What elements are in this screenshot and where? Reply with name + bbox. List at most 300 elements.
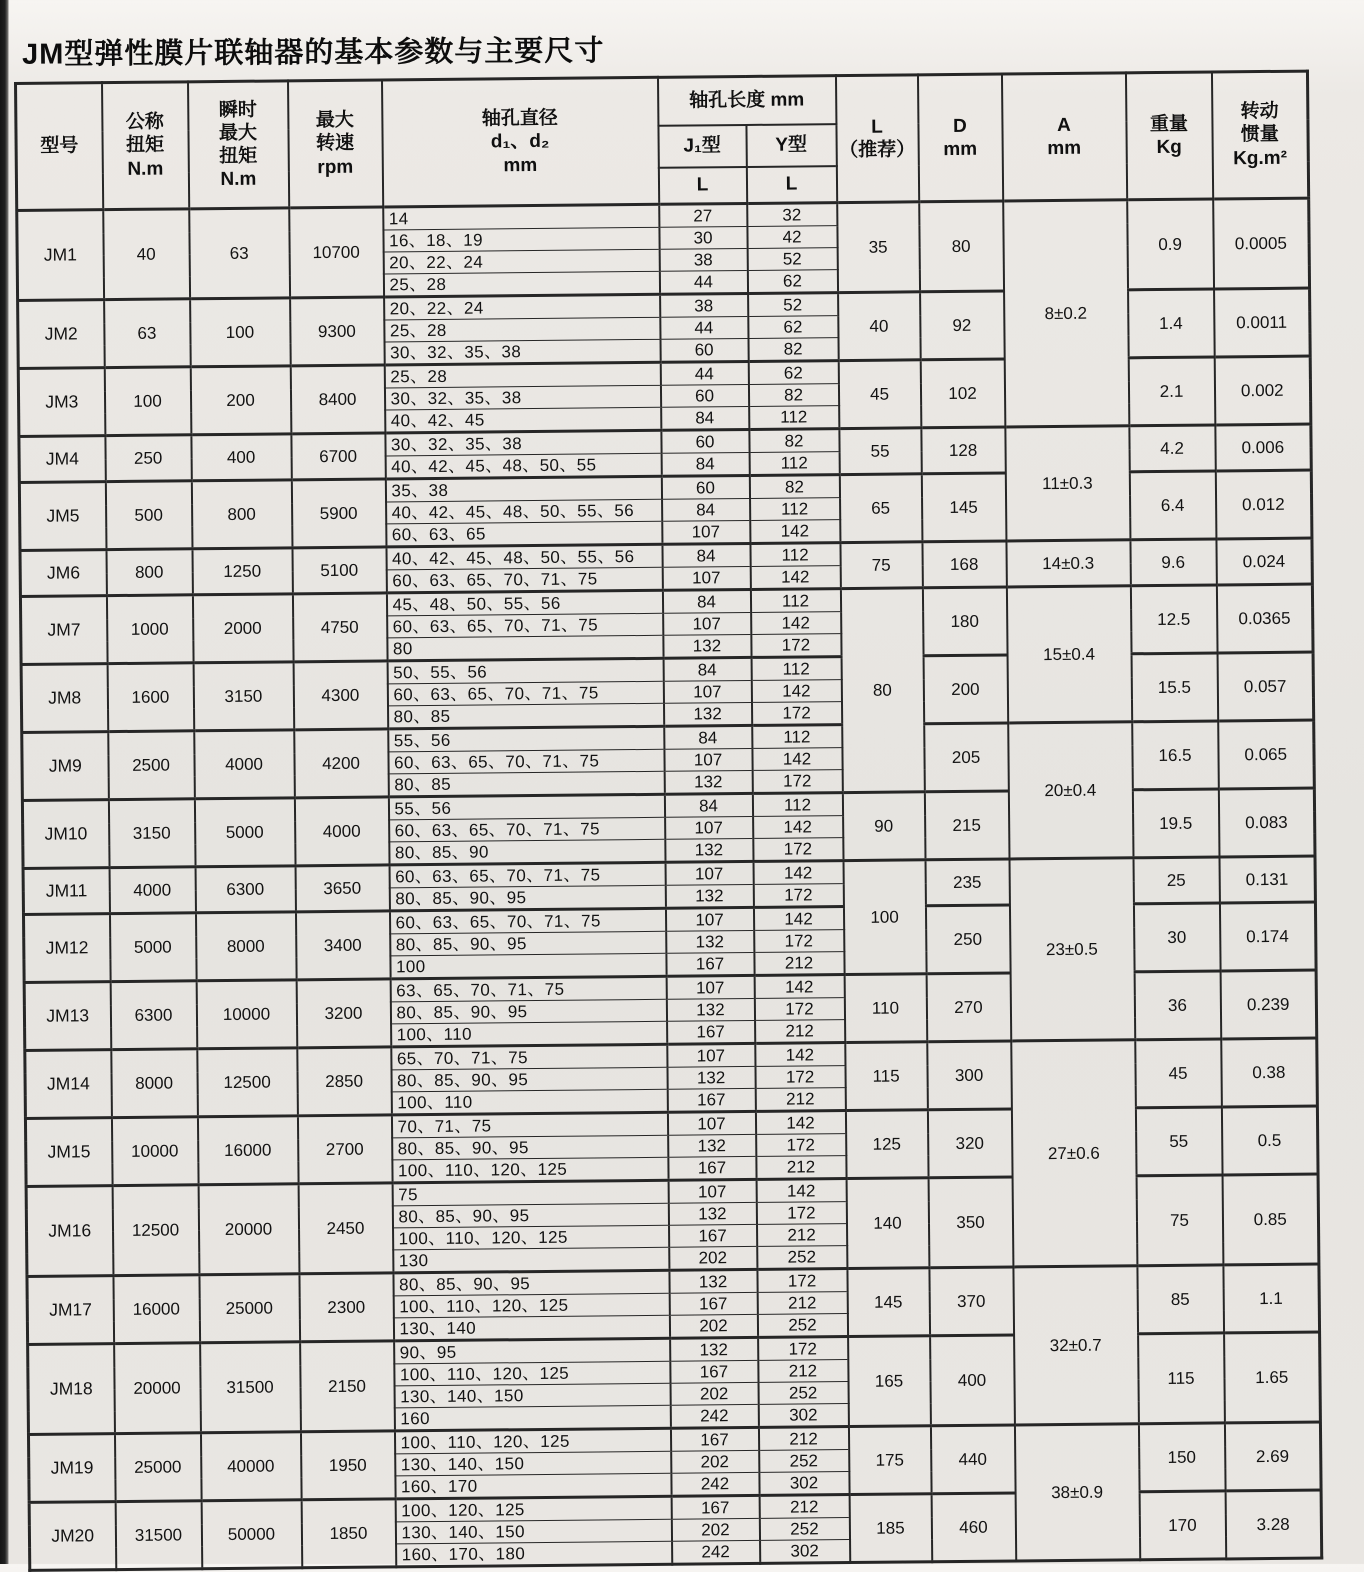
cell-d-JM13: 270 bbox=[926, 973, 1011, 1042]
header-max-torque: 瞬时 最大 扭矩 N.m bbox=[188, 81, 289, 209]
cell-j1-JM4-2: 84 bbox=[661, 452, 749, 476]
cell-max-torque-JM20: 50000 bbox=[201, 1500, 302, 1569]
header-inertia: 转动 惯量 Kg.m² bbox=[1211, 71, 1308, 199]
cell-inertia-JM8: 0.057 bbox=[1217, 652, 1314, 721]
cell-max-torque-JM16: 20000 bbox=[198, 1184, 299, 1275]
cell-j1-JM15-3: 167 bbox=[668, 1156, 756, 1180]
cell-model-JM17: JM17 bbox=[27, 1276, 114, 1345]
cell-max-torque-JM6: 1250 bbox=[192, 548, 292, 595]
cell-speed-JM6: 5100 bbox=[292, 547, 386, 594]
cell-y-JM17-1: 172 bbox=[757, 1269, 847, 1293]
cell-bore-dia-JM8-2: 60、63、65、70、71、75 bbox=[387, 681, 663, 706]
cell-a-JM7: 15±0.4 bbox=[1006, 586, 1131, 723]
cell-torque-JM2: 63 bbox=[104, 299, 191, 368]
cell-j1-JM3-2: 60 bbox=[660, 384, 748, 407]
cell-j1-JM20-3: 242 bbox=[672, 1540, 760, 1564]
cell-speed-JM17: 2300 bbox=[299, 1273, 394, 1342]
cell-a-JM1: 8±0.2 bbox=[1003, 200, 1129, 427]
cell-bore-dia-JM13-2: 80、85、90、95 bbox=[390, 999, 666, 1024]
cell-y-JM20-3: 302 bbox=[760, 1540, 850, 1564]
cell-bore-dia-JM12-1: 60、63、65、70、71、75 bbox=[389, 908, 665, 934]
cell-torque-JM17: 16000 bbox=[113, 1275, 200, 1344]
cell-bore-dia-JM15-1: 70、71、75 bbox=[391, 1112, 667, 1138]
cell-torque-JM5: 500 bbox=[105, 481, 192, 550]
cell-speed-JM18: 2150 bbox=[300, 1341, 395, 1432]
cell-y-JM8-1: 112 bbox=[751, 657, 841, 681]
cell-a-JM4: 11±0.3 bbox=[1005, 426, 1130, 541]
cell-torque-JM14: 8000 bbox=[111, 1049, 198, 1118]
cell-d-JM11: 235 bbox=[925, 859, 1009, 906]
cell-torque-JM19: 25000 bbox=[114, 1433, 201, 1502]
cell-y-JM17-2: 212 bbox=[757, 1292, 847, 1315]
cell-bore-dia-JM6-2: 60、63、65、70、71、75 bbox=[386, 567, 662, 593]
cell-j1-JM1-2: 30 bbox=[659, 226, 747, 249]
cell-model-JM4: JM4 bbox=[19, 436, 105, 483]
cell-weight-JM20: 170 bbox=[1139, 1491, 1226, 1560]
cell-y-JM5-1: 82 bbox=[749, 475, 839, 499]
cell-weight-JM10: 19.5 bbox=[1132, 789, 1219, 858]
cell-j1-JM9-3: 132 bbox=[664, 770, 752, 794]
cell-j1-JM18-4: 242 bbox=[670, 1404, 758, 1428]
cell-j1-JM19-2: 202 bbox=[671, 1450, 759, 1473]
cell-j1-JM2-2: 44 bbox=[660, 316, 748, 339]
cell-inertia-JM6: 0.024 bbox=[1216, 538, 1312, 585]
cell-bore-dia-JM2-3: 30、32、35、38 bbox=[384, 339, 660, 365]
cell-j1-JM17-3: 202 bbox=[669, 1314, 757, 1338]
cell-inertia-JM15: 0.5 bbox=[1221, 1106, 1318, 1175]
cell-max-torque-JM7: 2000 bbox=[192, 594, 293, 663]
cell-weight-JM3: 2.1 bbox=[1128, 357, 1215, 426]
cell-y-JM6-1: 112 bbox=[750, 543, 840, 567]
cell-bore-dia-JM5-3: 60、63、65 bbox=[386, 521, 662, 547]
cell-model-JM10: JM10 bbox=[22, 800, 109, 869]
cell-j1-JM12-1: 107 bbox=[665, 907, 753, 931]
cell-y-JM11-1: 142 bbox=[753, 861, 843, 885]
cell-torque-JM6: 800 bbox=[106, 549, 192, 596]
cell-j1-JM18-1: 132 bbox=[670, 1337, 758, 1361]
cell-y-JM14-2: 172 bbox=[755, 1066, 845, 1089]
cell-y-JM7-3: 172 bbox=[751, 634, 841, 658]
cell-j1-JM10-1: 84 bbox=[664, 793, 752, 817]
cell-j1-JM14-1: 107 bbox=[667, 1043, 755, 1067]
cell-l-recommended-JM2: 40 bbox=[838, 292, 921, 361]
cell-y-JM15-2: 172 bbox=[756, 1134, 846, 1157]
cell-l-recommended-JM14: 115 bbox=[845, 1042, 928, 1111]
cell-bore-dia-JM14-1: 65、70、71、75 bbox=[391, 1044, 667, 1070]
cell-inertia-JM10: 0.083 bbox=[1218, 788, 1315, 857]
header-model: 型号 bbox=[16, 83, 103, 211]
cell-bore-dia-JM9-1: 55、56 bbox=[388, 726, 664, 752]
cell-bore-dia-JM20-3: 160、170、180 bbox=[396, 1541, 672, 1567]
cell-y-JM2-1: 52 bbox=[748, 293, 838, 317]
cell-j1-JM11-2: 132 bbox=[665, 884, 753, 908]
cell-j1-JM10-3: 132 bbox=[665, 838, 753, 862]
cell-j1-JM13-3: 167 bbox=[667, 1020, 755, 1044]
cell-j1-JM12-3: 167 bbox=[666, 952, 754, 976]
cell-speed-JM2: 9300 bbox=[290, 297, 385, 366]
cell-torque-JM3: 100 bbox=[104, 367, 191, 436]
cell-bore-dia-JM13-3: 100、110 bbox=[391, 1021, 667, 1047]
cell-j1-JM14-2: 132 bbox=[667, 1066, 755, 1089]
cell-weight-JM12: 30 bbox=[1133, 903, 1220, 972]
cell-bore-dia-JM3-2: 30、32、35、38 bbox=[384, 385, 660, 410]
cell-j1-JM3-1: 44 bbox=[660, 361, 748, 385]
cell-bore-dia-JM14-3: 100、110 bbox=[391, 1089, 667, 1115]
cell-d-JM4: 128 bbox=[921, 427, 1005, 474]
cell-y-JM10-1: 112 bbox=[752, 793, 842, 817]
cell-j1-JM16-4: 202 bbox=[669, 1246, 757, 1270]
cell-speed-JM8: 4300 bbox=[293, 661, 388, 730]
cell-a-JM14: 27±0.6 bbox=[1011, 1040, 1137, 1267]
cell-a-JM17: 32±0.7 bbox=[1013, 1266, 1139, 1425]
cell-l-recommended-JM17: 145 bbox=[847, 1268, 930, 1337]
header-j1-L: L bbox=[658, 167, 746, 204]
cell-weight-JM14: 45 bbox=[1135, 1039, 1222, 1108]
cell-bore-dia-JM12-2: 80、85、90、95 bbox=[390, 931, 666, 956]
cell-weight-JM19: 150 bbox=[1138, 1423, 1225, 1492]
cell-max-torque-JM17: 25000 bbox=[199, 1274, 300, 1343]
cell-d-JM9: 205 bbox=[924, 723, 1009, 792]
cell-j1-JM6-1: 84 bbox=[662, 543, 750, 567]
cell-d-JM17: 370 bbox=[929, 1267, 1014, 1336]
cell-bore-dia-JM1-1: 14 bbox=[383, 204, 659, 230]
cell-model-JM19: JM19 bbox=[28, 1434, 115, 1503]
header-bore-length: 轴孔长度 mm bbox=[657, 76, 835, 126]
cell-torque-JM8: 1600 bbox=[107, 663, 194, 732]
cell-y-JM20-1: 212 bbox=[759, 1495, 849, 1519]
cell-max-torque-JM11: 6300 bbox=[195, 866, 295, 913]
cell-d-JM14: 300 bbox=[927, 1041, 1012, 1110]
cell-bore-dia-JM9-2: 60、63、65、70、71、75 bbox=[388, 749, 664, 774]
cell-d-JM7: 180 bbox=[922, 587, 1007, 656]
cell-bore-dia-JM16-1: 75 bbox=[392, 1180, 668, 1206]
cell-y-JM14-1: 142 bbox=[755, 1043, 845, 1067]
header-max-speed: 最大 转速 rpm bbox=[288, 80, 383, 208]
cell-bore-dia-JM9-3: 80、85 bbox=[388, 771, 664, 797]
cell-weight-JM7: 12.5 bbox=[1130, 585, 1217, 654]
cell-y-JM3-3: 112 bbox=[749, 406, 839, 430]
cell-y-JM13-3: 212 bbox=[755, 1020, 845, 1044]
cell-y-JM18-3: 252 bbox=[758, 1382, 848, 1405]
cell-j1-JM3-3: 84 bbox=[661, 406, 749, 430]
cell-bore-dia-JM1-4: 25、28 bbox=[383, 271, 659, 297]
header-j1-type: J₁型 bbox=[658, 125, 746, 168]
cell-y-JM1-4: 62 bbox=[747, 270, 837, 294]
cell-l-recommended-JM16: 140 bbox=[846, 1178, 929, 1269]
header-bore-diameter: 轴孔直径 d₁、d₂ mm bbox=[381, 77, 658, 207]
cell-inertia-JM1: 0.0005 bbox=[1213, 198, 1310, 289]
cell-y-JM19-3: 302 bbox=[759, 1472, 849, 1496]
cell-max-torque-JM8: 3150 bbox=[193, 662, 294, 731]
cell-inertia-JM2: 0.0011 bbox=[1214, 288, 1311, 357]
cell-j1-JM5-1: 60 bbox=[661, 475, 749, 499]
cell-l-recommended-JM5: 65 bbox=[839, 474, 922, 543]
cell-a-JM9: 20±0.4 bbox=[1008, 722, 1133, 859]
cell-weight-JM17: 85 bbox=[1137, 1265, 1224, 1334]
cell-max-torque-JM5: 800 bbox=[191, 480, 292, 549]
cell-j1-JM11-1: 107 bbox=[665, 861, 753, 885]
cell-bore-dia-JM10-1: 55、56 bbox=[388, 794, 664, 820]
cell-speed-JM7: 4750 bbox=[292, 593, 387, 662]
cell-y-JM12-1: 142 bbox=[753, 907, 843, 931]
cell-inertia-JM7: 0.0365 bbox=[1216, 584, 1313, 653]
cell-bore-dia-JM7-1: 45、48、50、55、56 bbox=[386, 590, 662, 616]
cell-y-JM19-1: 212 bbox=[758, 1427, 848, 1451]
cell-model-JM14: JM14 bbox=[25, 1050, 112, 1119]
cell-model-JM9: JM9 bbox=[22, 732, 109, 801]
cell-y-JM4-2: 112 bbox=[749, 452, 839, 476]
cell-bore-dia-JM15-3: 100、110、120、125 bbox=[392, 1157, 668, 1183]
cell-y-JM8-3: 172 bbox=[751, 702, 841, 726]
cell-y-JM20-2: 252 bbox=[759, 1518, 849, 1541]
cell-d-JM18: 400 bbox=[930, 1335, 1015, 1426]
cell-a-JM11: 23±0.5 bbox=[1009, 858, 1135, 1041]
cell-bore-dia-JM16-4: 130 bbox=[393, 1247, 669, 1273]
cell-l-recommended-JM7: 80 bbox=[840, 588, 924, 793]
cell-a-JM6: 14±0.3 bbox=[1006, 540, 1130, 587]
cell-y-JM6-2: 142 bbox=[750, 566, 840, 590]
table-header bbox=[16, 71, 1309, 210]
cell-torque-JM15: 10000 bbox=[111, 1117, 198, 1186]
cell-max-torque-JM9: 4000 bbox=[194, 730, 295, 799]
cell-max-torque-JM3: 200 bbox=[190, 366, 291, 435]
cell-y-JM2-3: 82 bbox=[748, 338, 838, 362]
cell-d-JM12: 250 bbox=[925, 905, 1010, 974]
cell-bore-dia-JM2-1: 20、22、24 bbox=[384, 294, 660, 320]
cell-y-JM15-1: 142 bbox=[755, 1111, 845, 1135]
cell-j1-JM2-1: 38 bbox=[660, 293, 748, 317]
cell-model-JM13: JM13 bbox=[24, 982, 111, 1051]
cell-j1-JM19-3: 242 bbox=[671, 1472, 759, 1496]
cell-max-torque-JM13: 10000 bbox=[196, 980, 297, 1049]
cell-model-JM20: JM20 bbox=[29, 1502, 116, 1571]
cell-j1-JM8-3: 132 bbox=[663, 702, 751, 726]
cell-inertia-JM5: 0.012 bbox=[1215, 470, 1312, 539]
cell-inertia-JM13: 0.239 bbox=[1220, 970, 1317, 1039]
cell-y-JM5-2: 112 bbox=[750, 498, 840, 521]
cell-bore-dia-JM4-2: 40、42、45、48、50、55 bbox=[385, 453, 661, 479]
cell-max-torque-JM12: 8000 bbox=[195, 912, 296, 981]
cell-bore-dia-JM18-4: 160 bbox=[394, 1405, 670, 1431]
cell-y-JM3-1: 62 bbox=[748, 361, 838, 385]
cell-y-JM10-2: 142 bbox=[753, 816, 843, 839]
cell-bore-dia-JM1-3: 20、22、24 bbox=[383, 249, 659, 274]
cell-speed-JM4: 6700 bbox=[291, 433, 385, 480]
cell-y-JM13-2: 172 bbox=[754, 998, 844, 1021]
cell-bore-dia-JM19-2: 130、140、150 bbox=[395, 1451, 671, 1476]
cell-bore-dia-JM1-2: 16、18、19 bbox=[383, 227, 659, 252]
cell-bore-dia-JM7-3: 80 bbox=[387, 635, 663, 661]
cell-y-JM3-2: 82 bbox=[748, 384, 838, 407]
cell-j1-JM20-2: 202 bbox=[671, 1518, 759, 1541]
cell-y-JM1-3: 52 bbox=[747, 248, 837, 271]
cell-j1-JM6-2: 107 bbox=[662, 566, 750, 590]
cell-d-JM5: 145 bbox=[921, 473, 1006, 542]
cell-l-recommended-JM1: 35 bbox=[837, 202, 920, 293]
cell-speed-JM11: 3650 bbox=[295, 865, 389, 912]
cell-bore-dia-JM3-1: 25、28 bbox=[384, 362, 660, 388]
cell-bore-dia-JM11-1: 60、63、65、70、71、75 bbox=[389, 862, 665, 888]
cell-bore-dia-JM15-2: 80、85、90、95 bbox=[392, 1135, 668, 1160]
cell-bore-dia-JM17-1: 80、85、90、95 bbox=[393, 1270, 669, 1296]
cell-model-JM5: JM5 bbox=[19, 482, 106, 551]
cell-weight-JM13: 36 bbox=[1134, 971, 1221, 1040]
cell-j1-JM20-1: 167 bbox=[671, 1495, 759, 1519]
cell-torque-JM20: 31500 bbox=[115, 1501, 202, 1570]
cell-y-JM10-3: 172 bbox=[753, 838, 843, 862]
cell-y-JM8-2: 142 bbox=[751, 680, 841, 703]
cell-inertia-JM16: 0.85 bbox=[1222, 1174, 1319, 1265]
cell-l-recommended-JM4: 55 bbox=[839, 428, 921, 475]
cell-bore-dia-JM18-2: 100、110、120、125 bbox=[394, 1361, 670, 1386]
cell-model-JM12: JM12 bbox=[23, 914, 110, 983]
cell-weight-JM4: 4.2 bbox=[1129, 425, 1215, 472]
cell-j1-JM1-1: 27 bbox=[659, 203, 747, 227]
header-a: A mm bbox=[1001, 73, 1126, 201]
cell-l-recommended-JM19: 175 bbox=[848, 1426, 931, 1495]
cell-d-JM8: 200 bbox=[923, 655, 1008, 724]
cell-j1-JM7-2: 107 bbox=[663, 612, 751, 635]
cell-j1-JM15-2: 132 bbox=[668, 1134, 756, 1157]
cell-model-JM8: JM8 bbox=[21, 664, 108, 733]
cell-y-JM13-1: 142 bbox=[754, 975, 844, 999]
cell-bore-dia-JM20-1: 100、120、125 bbox=[395, 1496, 671, 1522]
cell-torque-JM4: 250 bbox=[105, 435, 191, 482]
cell-l-recommended-JM13: 110 bbox=[844, 974, 927, 1043]
coupling-parameters-table bbox=[14, 70, 1323, 1572]
cell-j1-JM13-2: 132 bbox=[666, 998, 754, 1021]
cell-speed-JM14: 2850 bbox=[297, 1047, 392, 1116]
page-title: JM型弹性膜片联轴器的基本参数与主要尺寸 bbox=[21, 35, 605, 71]
cell-model-JM3: JM3 bbox=[18, 368, 105, 437]
cell-torque-JM12: 5000 bbox=[109, 913, 196, 982]
cell-y-JM11-2: 172 bbox=[753, 884, 843, 908]
cell-d-JM20: 460 bbox=[931, 1493, 1016, 1562]
cell-bore-dia-JM12-3: 100 bbox=[390, 953, 666, 979]
cell-speed-JM10: 4000 bbox=[294, 797, 389, 866]
cell-bore-dia-JM19-1: 100、110、120、125 bbox=[394, 1428, 670, 1454]
cell-j1-JM7-1: 84 bbox=[662, 589, 750, 613]
cell-model-JM18: JM18 bbox=[28, 1344, 115, 1435]
cell-y-JM7-1: 112 bbox=[750, 589, 840, 613]
cell-bore-dia-JM10-3: 80、85、90 bbox=[389, 839, 665, 865]
cell-bore-dia-JM16-2: 80、85、90、95 bbox=[392, 1203, 668, 1228]
cell-max-torque-JM4: 400 bbox=[191, 434, 291, 481]
cell-bore-dia-JM11-2: 80、85、90、95 bbox=[389, 885, 665, 911]
cell-torque-JM1: 40 bbox=[103, 209, 190, 300]
cell-torque-JM7: 1000 bbox=[106, 595, 193, 664]
cell-speed-JM3: 8400 bbox=[290, 365, 385, 434]
cell-y-JM16-3: 212 bbox=[757, 1224, 847, 1247]
cell-inertia-JM3: 0.002 bbox=[1214, 356, 1311, 425]
cell-inertia-JM11: 0.131 bbox=[1219, 856, 1315, 903]
cell-j1-JM18-2: 167 bbox=[670, 1360, 758, 1383]
cell-inertia-JM17: 1.1 bbox=[1223, 1264, 1320, 1333]
cell-inertia-JM19: 2.69 bbox=[1224, 1422, 1321, 1491]
cell-bore-dia-JM7-2: 60、63、65、70、71、75 bbox=[387, 613, 663, 638]
cell-weight-JM15: 55 bbox=[1135, 1107, 1222, 1176]
cell-d-JM2: 92 bbox=[920, 291, 1005, 360]
cell-torque-JM18: 20000 bbox=[114, 1343, 201, 1434]
cell-d-JM3: 102 bbox=[920, 359, 1005, 428]
cell-j1-JM19-1: 167 bbox=[670, 1427, 758, 1451]
header-row-1 bbox=[16, 71, 1308, 132]
cell-model-JM1: JM1 bbox=[17, 210, 104, 301]
cell-inertia-JM12: 0.174 bbox=[1219, 902, 1316, 971]
cell-inertia-JM4: 0.006 bbox=[1215, 424, 1311, 471]
cell-y-JM18-2: 212 bbox=[758, 1360, 848, 1383]
cell-y-JM16-1: 142 bbox=[756, 1179, 846, 1203]
table-body bbox=[17, 198, 1322, 1570]
cell-y-JM1-1: 32 bbox=[747, 203, 837, 227]
cell-bore-dia-JM17-2: 100、110、120、125 bbox=[393, 1293, 669, 1318]
cell-inertia-JM20: 3.28 bbox=[1225, 1490, 1322, 1559]
cell-weight-JM8: 15.5 bbox=[1131, 653, 1218, 722]
cell-bore-dia-JM14-2: 80、85、90、95 bbox=[391, 1067, 667, 1092]
header-l-recommended: L （推荐） bbox=[835, 75, 918, 203]
cell-bore-dia-JM17-3: 130、140 bbox=[393, 1315, 669, 1341]
cell-j1-JM18-3: 202 bbox=[670, 1382, 758, 1405]
cell-bore-dia-JM2-2: 25、28 bbox=[384, 317, 660, 342]
cell-d-JM15: 320 bbox=[927, 1109, 1012, 1178]
cell-l-recommended-JM6: 75 bbox=[840, 542, 922, 589]
cell-d-JM19: 440 bbox=[930, 1425, 1015, 1494]
cell-speed-JM9: 4200 bbox=[294, 729, 389, 798]
cell-j1-JM16-2: 132 bbox=[668, 1202, 756, 1225]
cell-speed-JM1: 10700 bbox=[289, 207, 384, 298]
header-y-type: Y型 bbox=[746, 124, 836, 167]
cell-d-JM16: 350 bbox=[928, 1177, 1013, 1268]
cell-j1-JM2-3: 60 bbox=[660, 338, 748, 362]
cell-model-JM2: JM2 bbox=[18, 300, 105, 369]
cell-y-JM9-1: 112 bbox=[752, 725, 842, 749]
cell-j1-JM1-3: 38 bbox=[659, 248, 747, 271]
cell-inertia-JM14: 0.38 bbox=[1221, 1038, 1318, 1107]
cell-max-torque-JM18: 31500 bbox=[200, 1342, 301, 1433]
cell-model-JM16: JM16 bbox=[26, 1186, 113, 1277]
cell-model-JM6: JM6 bbox=[20, 550, 106, 597]
cell-speed-JM19: 1950 bbox=[300, 1431, 395, 1500]
cell-y-JM15-3: 212 bbox=[756, 1156, 846, 1180]
cell-l-recommended-JM11: 100 bbox=[843, 860, 926, 975]
cell-max-torque-JM1: 63 bbox=[189, 208, 290, 299]
cell-weight-JM2: 1.4 bbox=[1128, 289, 1215, 358]
cell-d-JM6: 168 bbox=[922, 541, 1006, 588]
cell-torque-JM13: 6300 bbox=[110, 981, 197, 1050]
cell-bore-dia-JM16-3: 100、110、120、125 bbox=[393, 1225, 669, 1250]
cell-weight-JM6: 9.6 bbox=[1130, 539, 1216, 586]
cell-bore-dia-JM18-1: 90、95 bbox=[394, 1338, 670, 1364]
cell-bore-dia-JM8-1: 50、55、56 bbox=[387, 658, 663, 684]
cell-j1-JM15-1: 107 bbox=[667, 1111, 755, 1135]
cell-speed-JM12: 3400 bbox=[295, 911, 390, 980]
cell-speed-JM13: 3200 bbox=[296, 979, 391, 1048]
cell-j1-JM16-3: 167 bbox=[669, 1224, 757, 1247]
cell-model-JM11: JM11 bbox=[23, 868, 109, 915]
cell-bore-dia-JM10-2: 60、63、65、70、71、75 bbox=[389, 817, 665, 842]
cell-j1-JM8-2: 107 bbox=[663, 680, 751, 703]
cell-speed-JM5: 5900 bbox=[291, 479, 386, 548]
cell-l-recommended-JM3: 45 bbox=[838, 360, 921, 429]
cell-j1-JM17-1: 132 bbox=[669, 1269, 757, 1293]
cell-bore-dia-JM4-1: 30、32、35、38 bbox=[385, 430, 661, 456]
cell-d-JM10: 215 bbox=[924, 791, 1009, 860]
cell-j1-JM5-2: 84 bbox=[662, 498, 750, 521]
cell-inertia-JM18: 1.65 bbox=[1224, 1332, 1321, 1423]
cell-a-JM19: 38±0.9 bbox=[1014, 1424, 1139, 1561]
cell-y-JM4-1: 82 bbox=[749, 429, 839, 453]
header-nominal-torque: 公称 扭矩 N.m bbox=[102, 82, 189, 210]
